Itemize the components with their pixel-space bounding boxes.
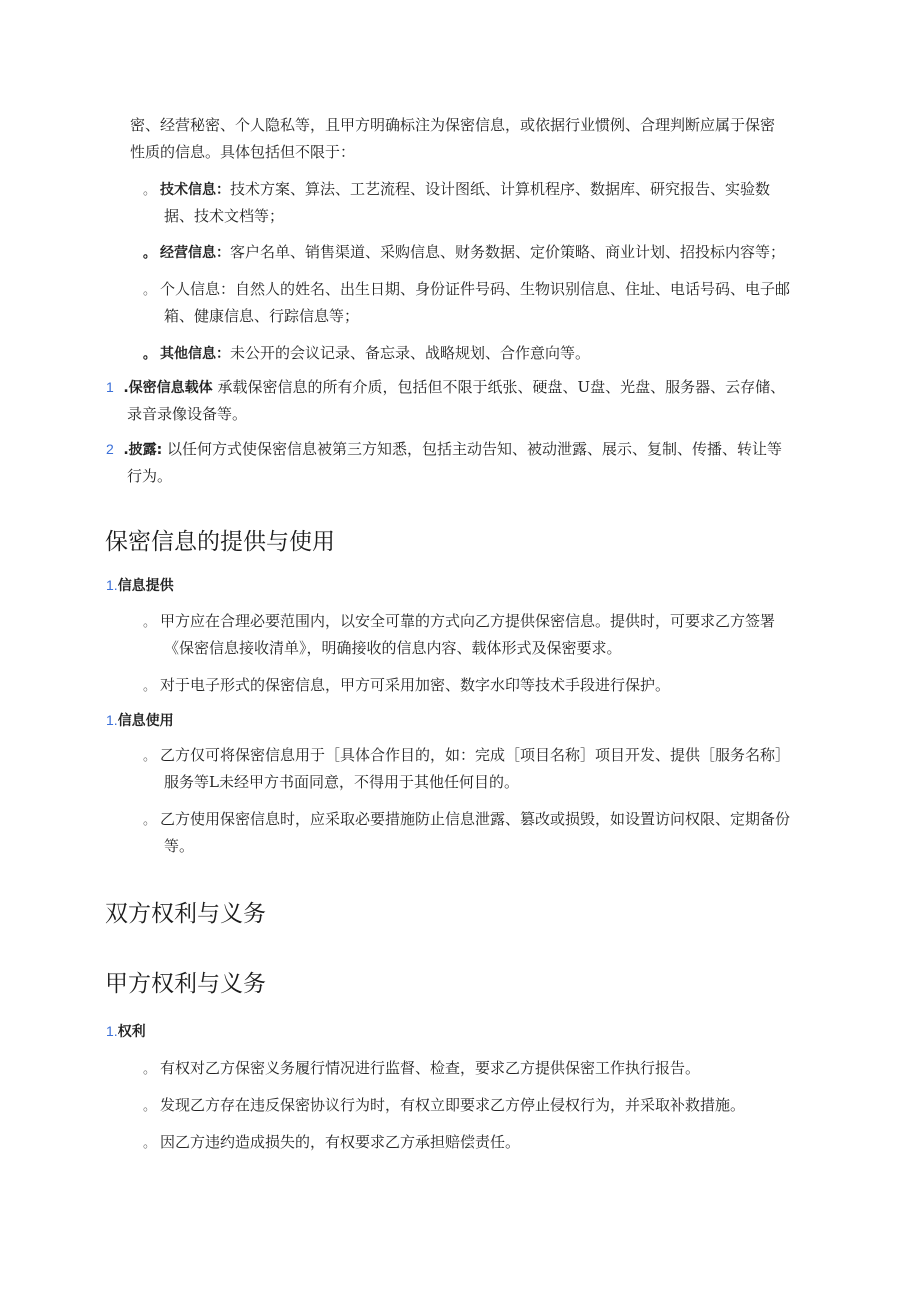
list-item <box>143 745 790 767</box>
list-item-text: 对于电子形式的保密信息，甲方可采用加密、数字水印等技术手段进行保护。 <box>160 676 671 694</box>
business-text: 客户名单、销售渠道、采购信息、财务数据、定价策略、商业计划、招投标内容等； <box>230 243 786 261</box>
bullet-mark: 。 <box>143 1099 157 1114</box>
subsection-number: 1. <box>106 712 118 728</box>
list-item-text: 乙方使用保密信息时，应采取必要措施防止信息泄露、篡改或损毁，如设置访问权限、定期备份 <box>160 810 791 828</box>
carrier-text: 承载保密信息的所有介质，包括但不限于纸张、硬盘、U盘、光盘、服务器、云存储、 <box>217 378 786 396</box>
bullet-mark: 。 <box>143 183 157 198</box>
section-heading-provision: 保密信息的提供与使用 <box>105 529 335 555</box>
tech-text: 技术方案、算法、工艺流程、设计图纸、计算机程序、数据库、研究报告、实验数 <box>230 180 771 198</box>
list-item <box>143 1058 700 1080</box>
list-item-text-cont: 《保密信息接收清单》，明确接收的信息内容、载体形式及保密要求。 <box>164 639 622 657</box>
disclosure-text: 以任何方式使保密信息被第三方知悉，包括主动告知、被动泄露、展示、复制、传播、转让等 <box>167 440 783 458</box>
definition-carrier <box>106 377 785 398</box>
bullet-mark: 。 <box>143 813 157 828</box>
list-item-text-cont: 等。 <box>164 837 195 855</box>
list-item-text: 甲方应在合理必要范围内，以安全可靠的方式向乙方提供保密信息。提供时，可要求乙方签署 <box>160 612 776 630</box>
subsection-title: 信息使用 <box>117 713 174 729</box>
disclosure-text-cont: 行为。 <box>127 467 173 485</box>
bullet-mark: 。 <box>143 347 157 362</box>
carrier-text-cont: 录音录像设备等。 <box>127 405 248 423</box>
list-item-other <box>143 343 590 365</box>
bullet-mark: 。 <box>143 1136 157 1151</box>
definition-number: 2 <box>106 441 114 457</box>
list-item <box>143 1132 520 1154</box>
subsection-title: 信息提供 <box>117 578 174 594</box>
bullet-mark: 。 <box>143 615 157 630</box>
subsection-rights <box>106 1021 146 1042</box>
subsection-title: 权利 <box>117 1024 146 1040</box>
disclosure-label: .披露: <box>123 442 163 458</box>
bullet-mark: 。 <box>143 749 157 764</box>
definition-disclosure <box>106 439 782 460</box>
bullet-mark: 。 <box>143 283 157 298</box>
bullet-mark: 。 <box>143 679 157 694</box>
list-item-tech <box>143 179 770 201</box>
other-text: 未公开的会议记录、备忘录、战略规划、合作意向等。 <box>230 344 591 362</box>
carrier-label: .保密信息载体 <box>123 380 213 396</box>
personal-text-cont: 箱、健康信息、行踪信息等； <box>164 307 360 325</box>
subsection-number: 1. <box>106 1023 118 1039</box>
tech-label: 技术信息： <box>160 182 231 198</box>
personal-text: 个人信息：自然人的姓名、出生日期、身份证件号码、生物识别信息、住址、电话号码、电子邮 <box>160 280 791 298</box>
bullet-mark: 。 <box>143 1062 157 1077</box>
bullet-mark: 。 <box>143 246 157 261</box>
list-item <box>143 611 775 633</box>
section-heading-rights: 双方权利与义务 <box>105 901 266 927</box>
list-item <box>143 675 670 697</box>
subsection-number: 1. <box>106 577 118 593</box>
intro-line-1: 密、经营秘密、个人隐私等，且甲方明确标注为保密信息，或依据行业惯例、合理判断应属于保密 <box>130 116 776 134</box>
list-item-text-cont: 服务等L未经甲方书面同意，不得用于其他任何目的。 <box>164 773 519 791</box>
list-item-text: 发现乙方存在违反保密协议行为时，有权立即要求乙方停止侵权行为，并采取补救措施。 <box>160 1096 746 1114</box>
list-item <box>143 809 790 831</box>
list-item <box>143 1095 745 1117</box>
list-item-business <box>143 242 785 264</box>
list-item-text: 有权对乙方保密义务履行情况进行监督、检查，要求乙方提供保密工作执行报告。 <box>160 1059 701 1077</box>
subsection-provision <box>106 575 174 596</box>
section-heading-party-a: 甲方权利与义务 <box>105 971 266 997</box>
definition-number: 1 <box>106 379 114 395</box>
intro-line-2: 性质的信息。具体包括但不限于： <box>130 143 356 161</box>
list-item-personal <box>143 279 790 301</box>
subsection-use <box>106 710 174 731</box>
list-item-text: 乙方仅可将保密信息用于［具体合作目的，如：完成［项目名称］项目开发、提供［服务名称］ <box>160 746 791 764</box>
other-label: 其他信息： <box>160 346 231 362</box>
tech-text-cont: 据、技术文档等； <box>164 207 285 225</box>
list-item-text: 因乙方违约造成损失的，有权要求乙方承担赔偿责任。 <box>160 1133 521 1151</box>
business-label: 经营信息： <box>160 245 231 261</box>
